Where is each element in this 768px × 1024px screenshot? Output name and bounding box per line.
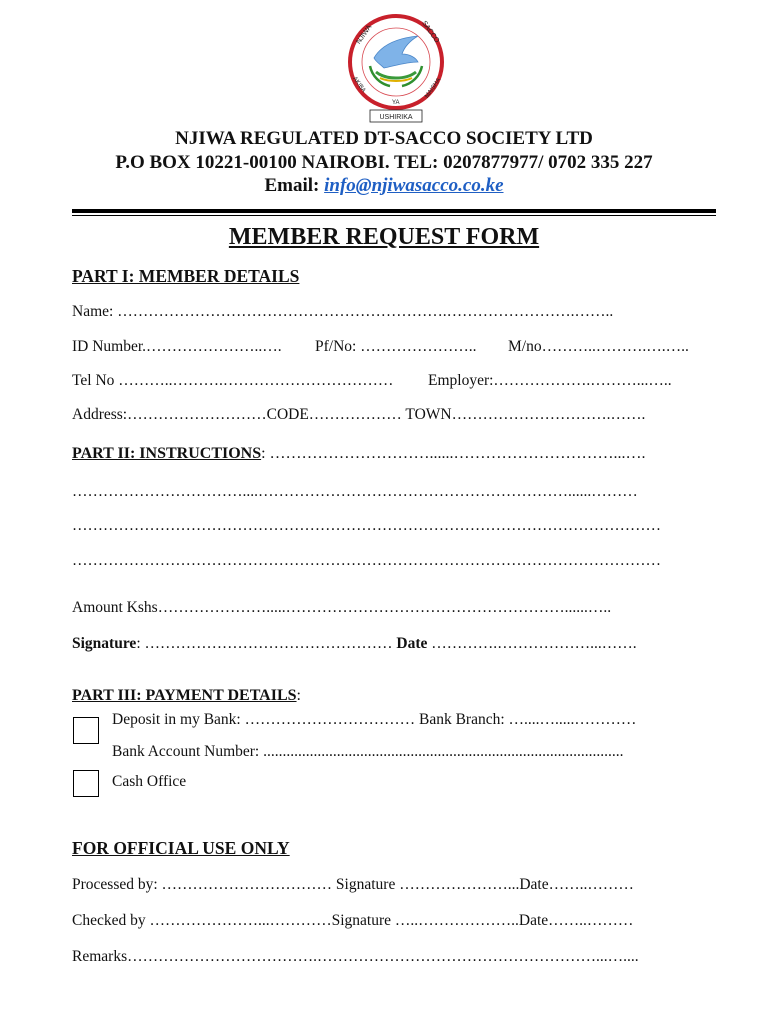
part1-heading: PART I: MEMBER DETAILS <box>72 266 300 286</box>
email-link[interactable]: info@njiwasacco.co.ke <box>324 175 504 196</box>
logo-banner-text: USHIRIKA <box>379 114 413 121</box>
org-email-line <box>0 175 768 197</box>
logo-text-ya: YA <box>392 100 400 106</box>
org-name: NJIWA REGULATED DT-SACCO SOCIETY LTD <box>175 128 593 149</box>
deposit-bank-field[interactable]: Deposit in my Bank: …………………………… Bank Branch: …....….....………… <box>112 711 637 728</box>
form-title: MEMBER REQUEST FORM <box>228 224 540 250</box>
instructions-line-0[interactable]: : …………………………......…………………………...…. <box>261 445 646 462</box>
org-address: P.O BOX 10221-00100 NAIROBI. TEL: 0207877977/ 0702 335 227 <box>115 152 653 173</box>
instructions-line-1[interactable]: ……………………………....……………………………………………………......……… <box>72 483 638 500</box>
part2-heading-line <box>72 445 646 463</box>
logo-text-maisha: MAISHA <box>424 77 443 100</box>
date-field[interactable]: ………….………………...……. <box>427 635 637 652</box>
official-use-heading: FOR OFFICIAL USE ONLY <box>72 838 290 858</box>
pf-no-field[interactable]: Pf/No: ………………….. <box>315 338 477 355</box>
logo-text-akiba: AKIBA <box>351 75 367 94</box>
amount-field[interactable]: Amount Kshs………………….....………………………………………………......….. <box>72 599 612 616</box>
address-field[interactable]: Address:………………………CODE……………… TOWN………………………….……. <box>72 406 646 423</box>
logo-text-sacco: SACCO <box>420 19 441 45</box>
id-number-field[interactable]: ID Number.…………………..…. <box>72 338 282 355</box>
email-label: Email: <box>264 175 325 196</box>
part3-heading-line <box>72 687 301 705</box>
signature-label: Signature <box>72 635 137 652</box>
m-no-field[interactable]: M/no………..……….….….. <box>508 338 689 355</box>
signature-date-line <box>72 635 637 653</box>
header-rule-thin <box>72 215 716 216</box>
cash-office-checkbox[interactable] <box>73 770 99 797</box>
instructions-line-2[interactable]: …………………………………………………………………………………………………… <box>72 517 661 534</box>
part3-heading: PART III: PAYMENT DETAILS <box>72 687 297 704</box>
part3-heading-colon: : <box>296 687 301 704</box>
employer-field[interactable]: Employer:……………….………...….. <box>428 372 672 389</box>
bank-account-field[interactable]: Bank Account Number: ............................................................................................. <box>112 743 624 760</box>
cash-office-label: Cash Office <box>112 773 187 790</box>
tel-no-field[interactable]: Tel No ………..……….…………………………… <box>72 372 394 389</box>
processed-by-field[interactable]: Processed by: …………………………… Signature …………………...Date……..……… <box>72 876 634 893</box>
signature-field[interactable]: : ………………………………………… <box>136 635 393 652</box>
part2-heading: PART II: INSTRUCTIONS <box>72 445 262 462</box>
deposit-bank-checkbox[interactable] <box>73 717 99 744</box>
date-label: Date <box>392 635 428 652</box>
name-field[interactable]: Name: ……………………………………………………….…………………….…….. <box>72 303 614 320</box>
logo-text-njiwa: NJIWA <box>355 23 374 46</box>
remarks-field[interactable]: Remarks……………………………….………………………………………………...….... <box>72 948 639 965</box>
sacco-logo <box>346 10 446 126</box>
header-rule-thick <box>72 209 716 213</box>
instructions-line-3[interactable]: …………………………………………………………………………………………………… <box>72 552 661 569</box>
checked-by-field[interactable]: Checked by …………………...…………Signature …..………………..Date……..……… <box>72 912 634 929</box>
